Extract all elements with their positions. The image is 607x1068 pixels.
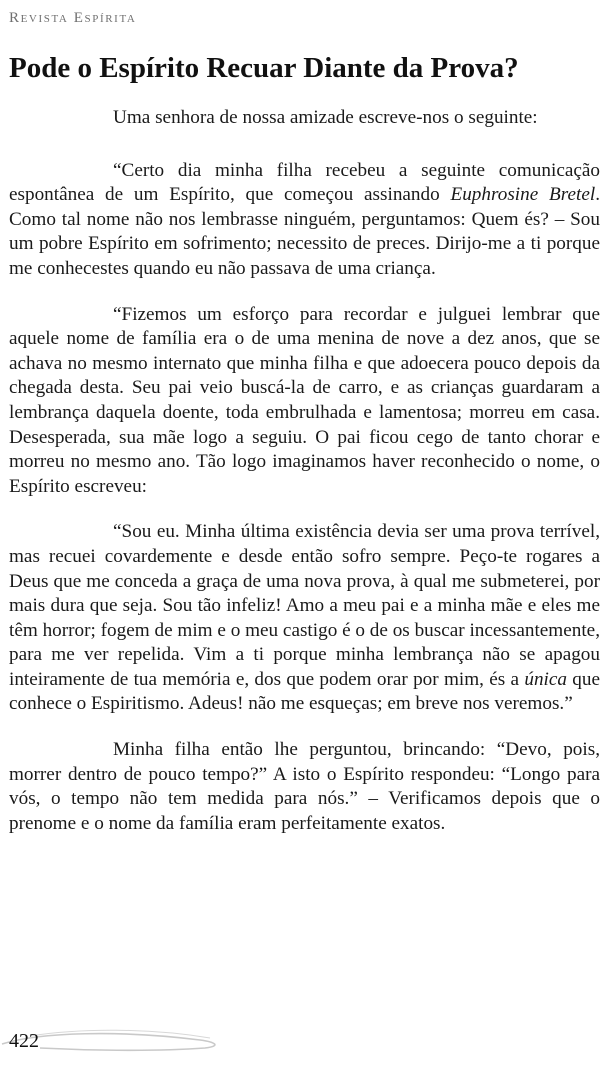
running-head: Revista Espírita: [9, 10, 137, 26]
chapter-title: Pode o Espírito Recuar Diante da Prova?: [9, 52, 519, 84]
paragraph-3-text-b: que conhece o Espiritismo. Adeus! não me esqueças; em breve nos veremos.”: [9, 668, 600, 715]
paragraph-1-text-b: . Como tal nome não nos lembrasse ninguém, perguntamos: Quem és? – Sou um pobre Espírito em sofrimento; necessito de preces. Dirijo-me a ti porque me conhecestes quando eu não passava de uma criança.: [9, 184, 600, 279]
paragraph-1: [9, 159, 600, 282]
intro-paragraph: Uma senhora de nossa amizade escreve-nos o seguinte:: [113, 107, 538, 128]
paragraph-1-text-a: “Certo dia minha filha recebeu a seguinte comunicação espontânea de um Espírito, que começou assinando: [9, 159, 600, 206]
paragraph-3-text-a: “Sou eu. Minha última existência devia ser uma prova terrível, mas recuei covardemente e desde então sofro sempre. Peço-te rogares a Deus que me conceda a graça de uma nova prova, à qual me submeterei, por mais dura que seja. Sou tão infeliz! Amo a meu pai e a minha mãe e eles me têm horror; fogem de mim e o meu castigo é o de os buscar incessantemente, para me ver repelida. Vim a ti porque minha lembrança não se apagou inteiramente de tua memória e, dos que podem orar por mim, és a: [9, 521, 600, 690]
paragraph-3: [9, 520, 600, 717]
page-number: 422: [9, 1030, 39, 1052]
article-body: [9, 106, 600, 857]
paragraph-3-emphasis: única: [524, 668, 567, 690]
paragraph-4: Minha filha então lhe perguntou, brincando: “Devo, pois, morrer dentro de pouco tempo?” A isto o Espírito respondeu: “Longo para vós, o tempo não tem medida para nós.” – Verificamos depois que o prenome e o nome da família eram perfeitamente exatos.: [9, 739, 600, 834]
paragraph-2: “Fizemos um esforço para recordar e julguei lembrar que aquele nome de família era o de uma menina de nove a dez anos, que se achava no mesmo internato que minha filha e que adoecera pouco depois da chegada desta. Seu pai veio buscá-la de carro, e as crianças guardaram a lembrança daquela doente, toda embrulhada e lamentosa; morreu em casa. Desesperada, sua mãe logo a seguiu. O pai ficou cego de tanto chorar e morreu no mesmo ano. Tão logo imaginamos haver reconhecido o nome, o Espírito escreveu:: [9, 303, 600, 497]
paragraph-1-signature: Euphrosine Bretel: [450, 184, 596, 206]
